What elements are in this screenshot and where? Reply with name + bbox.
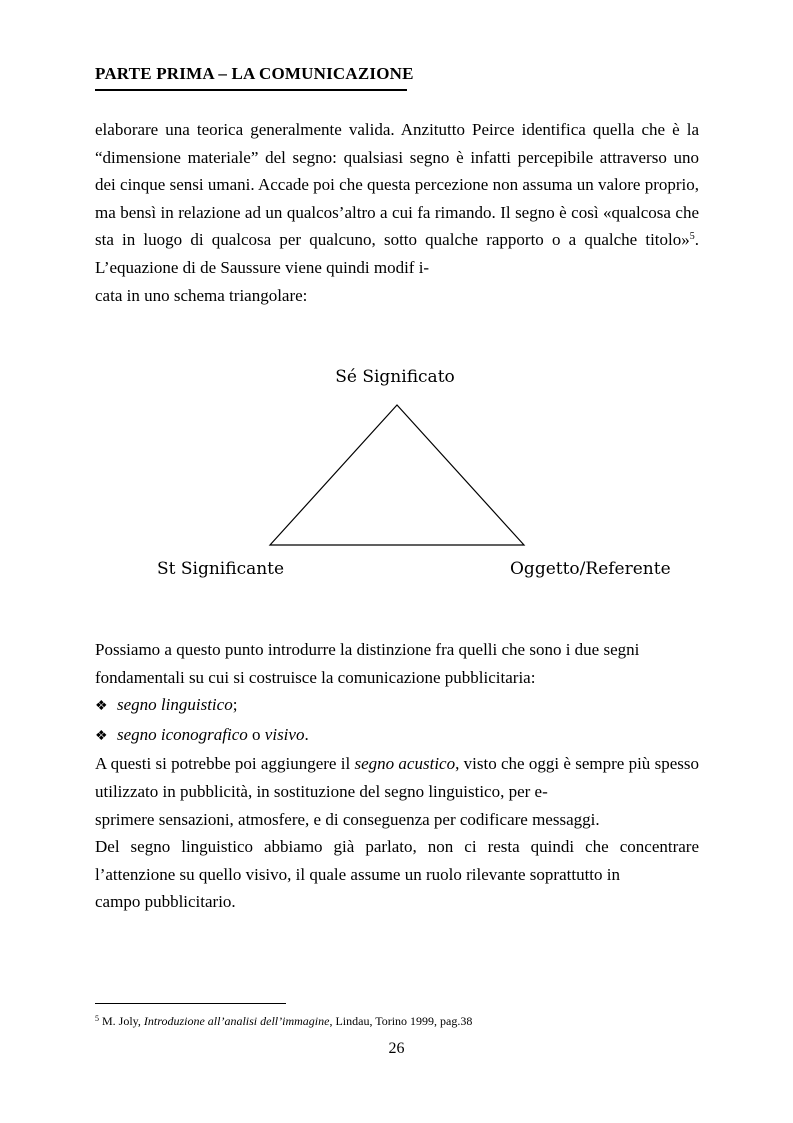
paragraph-peirce bbox=[95, 116, 699, 309]
term-visivo: visivo bbox=[264, 724, 305, 744]
triangle-shape bbox=[270, 405, 524, 545]
footnote-publication: , Lindau, Torino 1999, pag.38 bbox=[329, 1014, 473, 1028]
footnote-title: Introduzione all’analisi dell’immagine bbox=[143, 1014, 330, 1028]
list-item bbox=[95, 691, 699, 721]
page-number: 26 bbox=[388, 1040, 405, 1057]
paragraph-text-continued: . L’equazione di de Saussure viene quindi modif i- bbox=[95, 230, 699, 277]
footnote-ref[interactable]: 5 bbox=[689, 231, 695, 243]
paragraph-last-line: cata in uno schema triangolare: bbox=[95, 285, 308, 305]
footnote bbox=[95, 1014, 472, 1029]
paragraph-acoustic bbox=[95, 750, 699, 805]
punctuation: ; bbox=[232, 695, 238, 715]
paragraph-visual-last-line: campo pubblicitario. bbox=[95, 892, 236, 912]
label-oggetto-referente: Oggetto/Referente bbox=[510, 559, 671, 579]
running-header: PARTE PRIMA – LA COMUNICAZIONE bbox=[95, 64, 414, 83]
footnote-rule bbox=[95, 1003, 286, 1004]
intro-line-2: fondamentali su cui si costruisce la comunicazione pubblicitaria: bbox=[95, 667, 536, 687]
term-segno-acustico: segno acustico bbox=[354, 754, 456, 774]
label-significante: St Significante bbox=[157, 559, 285, 579]
footnote-number: 5 bbox=[95, 1014, 99, 1023]
paragraph-acoustic-last-line: sprimere sensazioni, atmosfere, e di conseguenza per codificare messaggi. bbox=[95, 809, 600, 829]
intro-line-1: Possiamo a questo punto introdurre la distinzione fra quelli che sono i due segni bbox=[95, 640, 640, 659]
paragraph-visual: Del segno linguistico abbiamo già parlato, non ci resta quindi che concentrare l’attenzione su quello visivo, il quale assume un ruolo rilevante soprattutto in bbox=[95, 837, 699, 884]
label-significato: Sé Significato bbox=[335, 367, 455, 387]
diamond-bullet-icon: ❖ bbox=[95, 699, 108, 715]
header-rule bbox=[95, 89, 407, 91]
diamond-bullet-icon: ❖ bbox=[95, 728, 108, 744]
list-item bbox=[95, 721, 699, 751]
punctuation: . bbox=[304, 724, 309, 744]
term-segno-linguistico: segno linguistico bbox=[117, 695, 233, 715]
paragraph-text: A questi si potrebbe poi aggiungere il bbox=[95, 754, 355, 774]
footnote-author: M. Joly, bbox=[99, 1014, 144, 1028]
semiotic-triangle-diagram bbox=[0, 350, 793, 590]
conjunction: o bbox=[247, 724, 265, 744]
section-signs bbox=[95, 636, 699, 916]
term-segno-iconografico: segno iconografico bbox=[117, 724, 248, 744]
paragraph-text-continued: , visto che oggi è sempre più spesso utilizzato in pubblicità, in sostituzione del segno linguistico, per e- bbox=[95, 754, 699, 801]
paragraph-text: elaborare una teorica generalmente valida. Anzitutto Peirce identifica quella che è la “dimensione materiale” del segno: qualsiasi segno è infatti percepibile attraverso uno dei cinque sensi umani. Accade poi che questa percezione non assuma un valore proprio, ma bensì in relazione ad un qualcos’altro a cui fa rimando. Il segno è così «qualcosa che sta in luogo di qualcosa per qualcuno, sotto qualche rapporto o a qualche titolo» bbox=[95, 120, 699, 250]
